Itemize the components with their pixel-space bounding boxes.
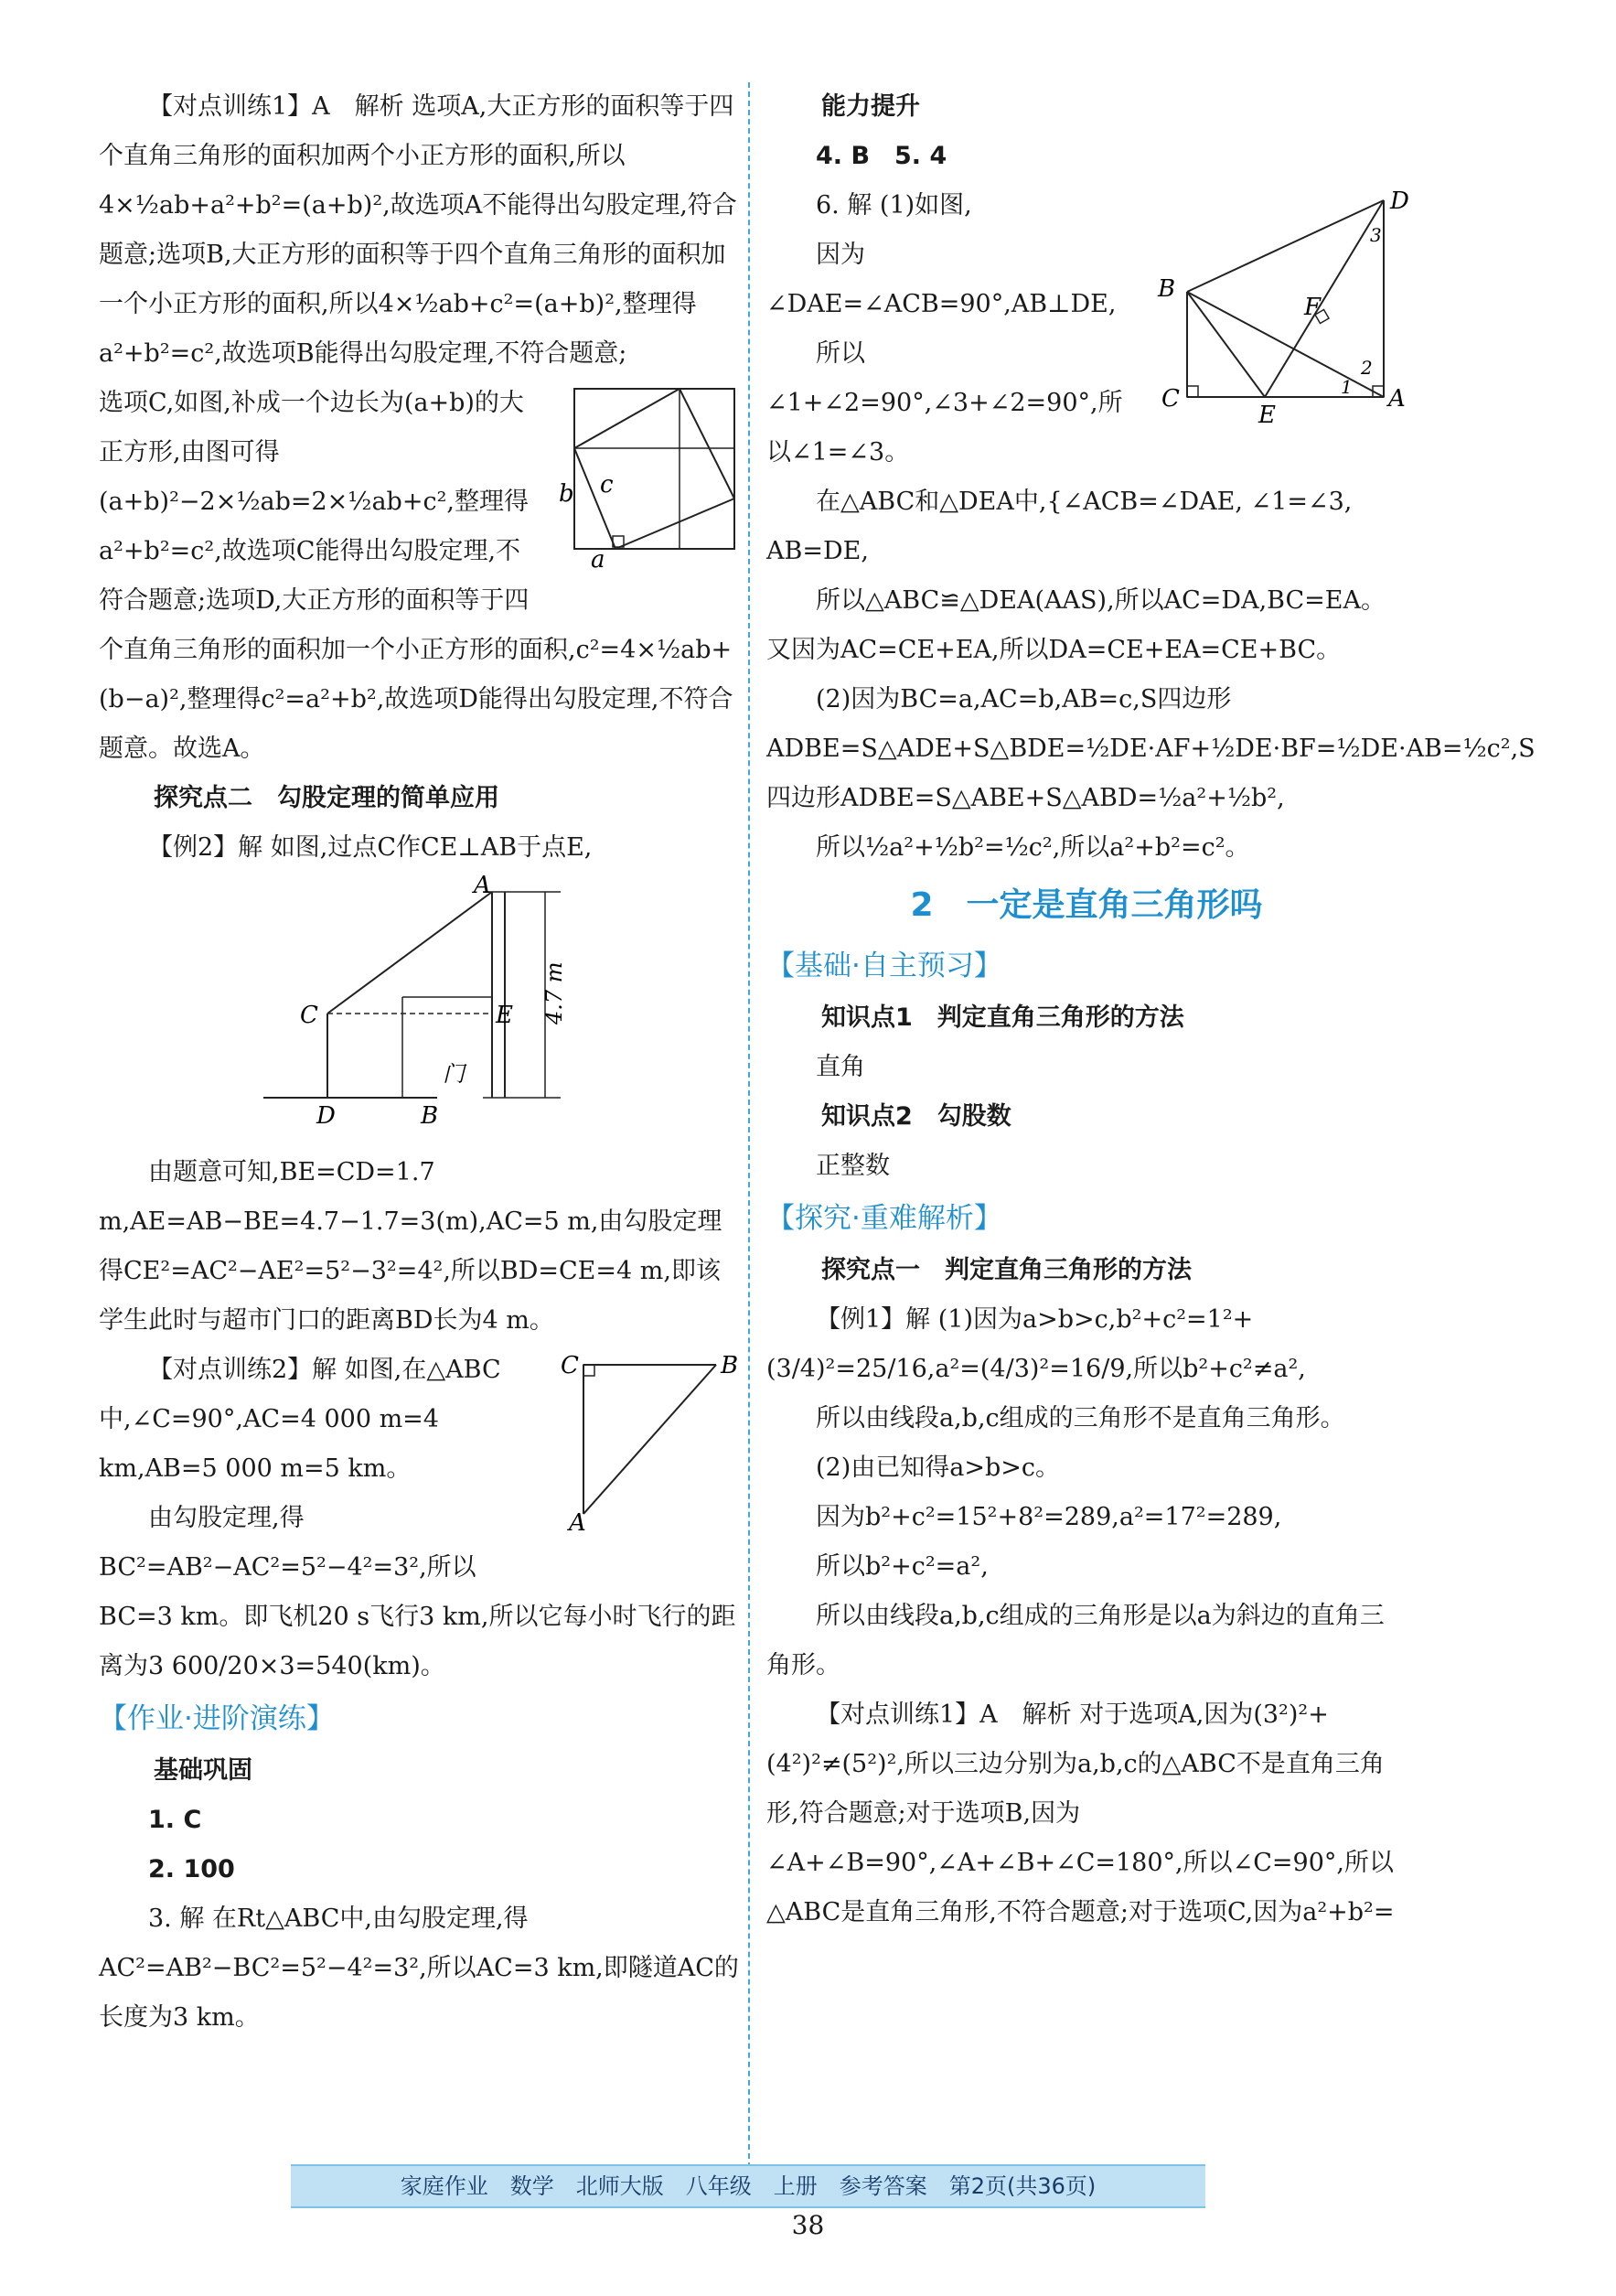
footer-bar: 家庭作业 数学 北师大版 八年级 上册 参考答案 第2页(共36页) [291, 2164, 1205, 2208]
chapter-title: 2 一定是直角三角形吗 [910, 886, 1263, 924]
answer-2: 2. 100 [148, 1855, 235, 1883]
plane-figure [556, 1351, 739, 1551]
answers-4-5: 4. B 5. 4 [816, 142, 947, 170]
knowledge-point-2: 知识点2 勾股数 [821, 1102, 1011, 1131]
plane-label-c: C [561, 1352, 579, 1379]
answer-6-angles: 所以∠1+∠2=90°,∠3+∠2=90°,所以∠1=∠3。 [766, 339, 1123, 467]
knowledge-point-1-answer: 直角 [816, 1053, 865, 1081]
wall-figure [99, 872, 739, 1143]
answer-6-part1: 6. 解 (1)如图, [816, 191, 972, 220]
wall-label-b: B [421, 1102, 439, 1130]
training1-text: 【对点训练1】A 解析 选项A,大正方形的面积等于四个直角三角形的面积加两个小正方形的面积,所以4×½ab+a²+b²=(a+b)²,故选项A不能得出勾股定理,符合题意;选项B,大正方形的面积等于四个直角三角形的面积加一个小正方形的面积,所以4×½ab+c²=(a+b)²,整理得a²+b²=c²,故选项B能得出勾股定理,不符合题意; [99, 92, 737, 368]
wall-label-a: A [474, 872, 491, 899]
answer-6-conclusion: 所以½a²+½b²=½c²,所以a²+b²=c²。 [816, 833, 1250, 862]
q6-figure [1141, 187, 1407, 442]
example2-solution: 由题意可知,BE=CD=1.7 m,AE=AB−BE=4.7−1.7=3(m),AC=5 m,由勾股定理得CE²=AC²−AE²=5²−3²=4²,所以BD=CE=4 m,即该学生此时与超市门口的距离BD长为4 m。 [99, 1158, 722, 1335]
wall-label-d: D [316, 1102, 336, 1130]
example1-part2: (2)由已知得a>b>c。 [816, 1454, 1060, 1482]
ability-heading: 能力提升 [821, 92, 920, 121]
q6-label-e: E [1258, 402, 1276, 429]
knowledge-point-1: 知识点1 判定直角三角形的方法 [821, 1003, 1184, 1032]
square-label-b: b [559, 480, 574, 508]
left-column [99, 82, 739, 2043]
explore-analysis-heading: 【探究·重难解析】 [766, 1202, 1002, 1235]
basic-preview-heading: 【基础·自主预习】 [766, 950, 1002, 982]
right-column [766, 82, 1536, 1937]
example2-intro: 【例2】解 如图,过点C作CE⊥AB于点E, [148, 833, 593, 862]
training2-intro: 【对点训练2】解 如图,在△ABC中,∠C=90°,AC=4 000 m=4 km,AB=5 000 m=5 km。 [99, 1356, 501, 1483]
q6-label-f: F [1304, 294, 1322, 321]
plane-label-a: A [569, 1509, 586, 1537]
wall-label-e: E [496, 1002, 513, 1029]
q6-label-a: A [1388, 385, 1406, 413]
q6-angle-2: 2 [1361, 357, 1373, 379]
column-divider [748, 82, 750, 2177]
q6-angle-3: 3 [1370, 224, 1382, 246]
square-figure [556, 384, 739, 585]
square-label-c: c [600, 471, 614, 499]
page-number: 38 [791, 2210, 825, 2240]
training2-solution: 由勾股定理,得BC²=AB²−AC²=5²−4²=3²,所以BC=3 km。即飞机20 s飞行3 km,所以它每小时飞行的距离为3 600/20×3=540(km)。 [99, 1504, 736, 1680]
q6-angle-1: 1 [1341, 376, 1353, 398]
homework-section-heading: 【作业·进阶演练】 [99, 1702, 335, 1735]
plane-label-b: B [721, 1352, 739, 1379]
q6-label-c: C [1161, 385, 1180, 413]
example1-part2-conclusion: 所以由线段a,b,c组成的三角形是以a为斜边的直角三角形。 [766, 1602, 1385, 1679]
example1-part1-conclusion: 所以由线段a,b,c组成的三角形不是直角三角形。 [816, 1404, 1345, 1432]
training1-text-cont: 选项C,如图,补成一个边长为(a+b)的大正方形,由图可得(a+b)²−2×½ab=2×½ab+c²,整理得a²+b²=c²,故选项C能得出勾股定理,不符合题意;选项D,大正方形的面积等于四个直角三角形的面积加一个小正方形的面积,c²=4×½ab+(b−a)²,整理得c²=a²+b²,故选项D能得出勾股定理,不符合题意。故选A。 [99, 389, 733, 763]
wall-label-c: C [300, 1002, 318, 1029]
example1-part1: 【例1】解 (1)因为a>b>c,b²+c²=1²+(3/4)²=25/16,a²=(4/3)²=16/9,所以b²+c²≠a², [766, 1305, 1306, 1383]
explore-point-2-heading: 探究点二 勾股定理的简单应用 [154, 784, 499, 812]
answer-1: 1. C [148, 1806, 202, 1834]
q6-label-b: B [1158, 275, 1176, 303]
answer-6-congruence-setup: 在△ABC和△DEA中,{∠ACB=∠DAE, ∠1=∠3, AB=DE, [766, 488, 1353, 565]
example1-part2-calc: 因为b²+c²=15²+8²=289,a²=17²=289, [816, 1503, 1282, 1531]
square-label-a: a [591, 546, 605, 574]
q6-label-d: D [1390, 188, 1409, 215]
basic-consolidation-heading: 基础巩固 [154, 1756, 252, 1785]
explore-point-1-heading: 探究点一 判定直角三角形的方法 [821, 1256, 1192, 1284]
answer-6-congruence: 所以△ABC≌△DEA(AAS),所以AC=DA,BC=EA。又因为AC=CE+EA,所以DA=CE+EA=CE+BC。 [766, 586, 1386, 664]
answer-6-part2: (2)因为BC=a,AC=b,AB=c,S四边形ADBE=S△ADE+S△BDE=½DE·AF+½DE·BF=½DE·AB=½c²,S四边形ADBE=S△ABE+S△ABD=½a²+½b², [766, 685, 1536, 812]
answer-6-reason: 因为∠DAE=∠ACB=90°,AB⊥DE, [766, 241, 1117, 318]
training1-right: 【对点训练1】A 解析 对于选项A,因为(3²)²+(4²)²≠(5²)²,所以三边分别为a,b,c的△ABC不是直角三角形,符合题意;对于选项B,因为∠A+∠B=90°,∠A+∠B+∠C=180°,所以∠C=90°,所以△ABC是直角三角形,不符合题意;对于选项C,因为a²+b²= [766, 1701, 1395, 1926]
example1-part2-result: 所以b²+c²=a², [816, 1552, 989, 1581]
wall-label-door: 门 [443, 1061, 465, 1087]
knowledge-point-2-answer: 正整数 [816, 1152, 890, 1180]
wall-label-height: 4.7 m [541, 961, 567, 1025]
answer-3: 3. 解 在Rt△ABC中,由勾股定理,得AC²=AB²−BC²=5²−4²=3²,所以AC=3 km,即隧道AC的长度为3 km。 [99, 1904, 739, 2032]
